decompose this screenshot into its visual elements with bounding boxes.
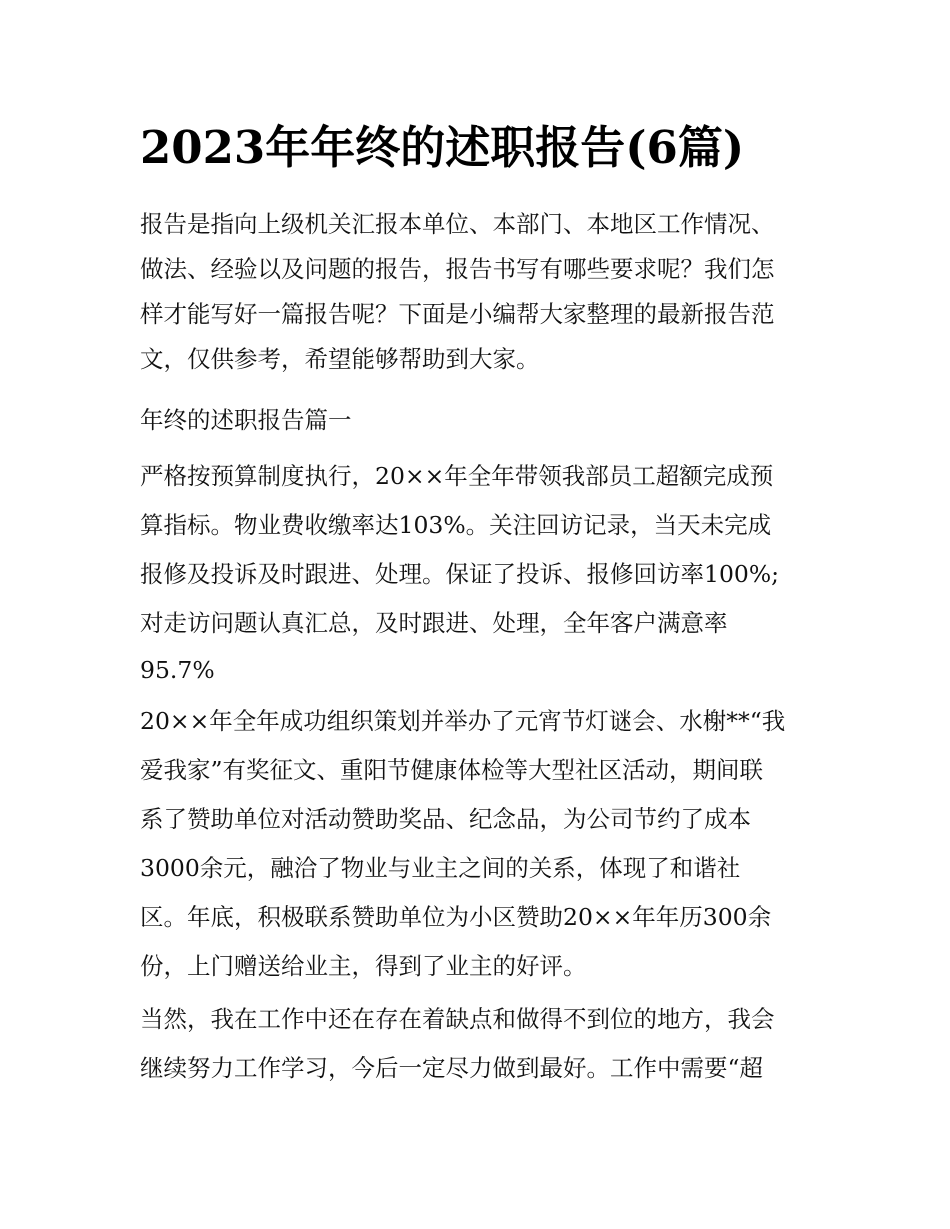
text-line: 样才能写好一篇报告呢？下面是小编帮大家整理的最新报告范 bbox=[140, 300, 775, 328]
text-line: 系了赞助单位对活动赞助奖品、纪念品，为公司节约了成本 bbox=[140, 805, 751, 833]
text-line: 爱我家”有奖征文、重阳节健康体检等大型社区活动，期间联 bbox=[140, 756, 764, 784]
text-line: 份，上门赠送给业主，得到了业主的好评。 bbox=[140, 952, 587, 980]
text-line: 对走访问题认真汇总，及时跟进、处理，全年客户满意率 bbox=[140, 609, 728, 637]
text-line: 95.7% bbox=[140, 656, 215, 684]
text-line: 算指标。物业费收缴率达103%。关注回访记录，当天未完成 bbox=[140, 511, 772, 539]
text-line: 3000余元，融洽了物业与业主之间的关系，体现了和谐社 bbox=[140, 854, 741, 882]
text-line: 做法、经验以及问题的报告，报告书写有哪些要求呢？我们怎 bbox=[140, 255, 775, 283]
text-line: 当然，我在工作中还在存在着缺点和做得不到位的地方，我会 bbox=[140, 1005, 775, 1033]
document-title: 2023年年终的述职报告(6篇) bbox=[140, 121, 745, 174]
text-line: 报告是指向上级机关汇报本单位、本部门、本地区工作情况、 bbox=[140, 210, 775, 238]
text-line: 报修及投诉及时跟进、处理。保证了投诉、报修回访率100%; bbox=[140, 560, 780, 588]
text-line: 严格按预算制度执行，20××年全年带领我部员工超额完成预 bbox=[140, 462, 774, 490]
text-line: 区。年底，积极联系赞助单位为小区赞助20××年年历300余 bbox=[140, 903, 772, 931]
section-heading: 年终的述职报告篇一 bbox=[140, 406, 352, 434]
text-line: 20××年全年成功组织策划并举办了元宵节灯谜会、水榭**“我 bbox=[140, 707, 786, 735]
text-line: 继续努力工作学习，今后一定尽力做到最好。工作中需要“超 bbox=[140, 1054, 764, 1082]
text-line: 文，仅供参考，希望能够帮助到大家。 bbox=[140, 345, 540, 373]
